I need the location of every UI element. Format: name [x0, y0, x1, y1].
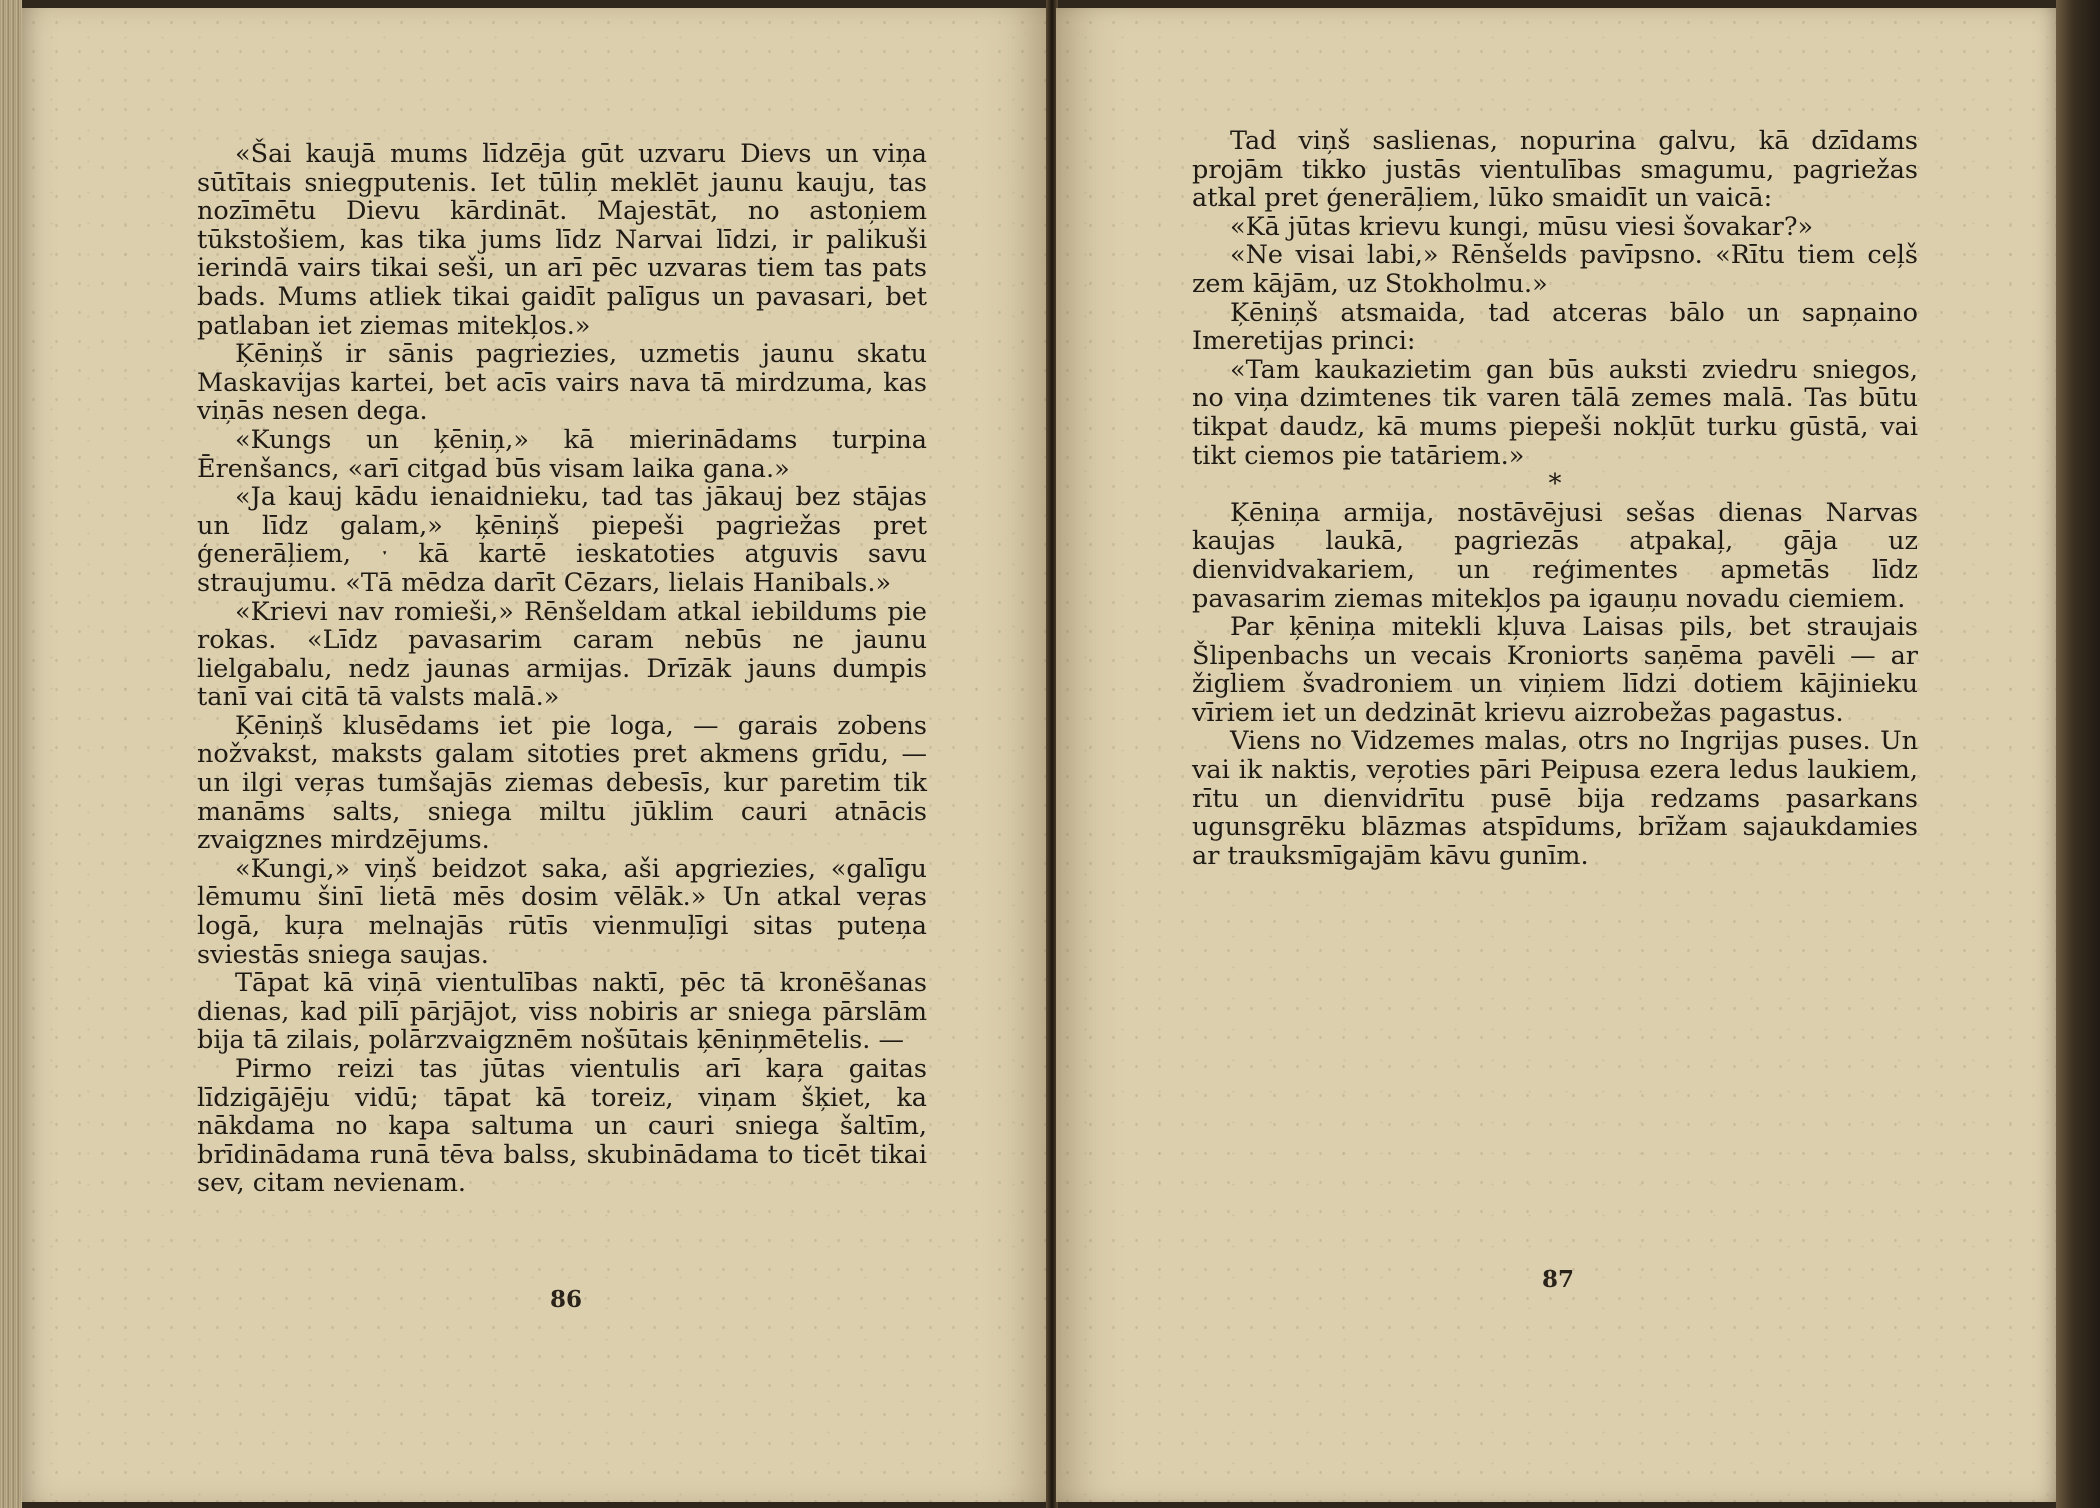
paragraph: «Kā jūtas krievu kungi, mūsu viesi šovakar?»: [1230, 211, 1814, 242]
paragraph: «Kungs un ķēniņ,» kā mierinādams turpina Ērenšancs, «arī citgad būs visam laika gana.»: [197, 424, 927, 484]
book-cover-edge-right: [2056, 0, 2100, 1508]
page-stack-edge-left: [0, 0, 22, 1508]
left-page-text: [197, 140, 927, 1198]
paragraph: Pirmo reizi tas jūtas vientulis arī kaŗa gaitas līdzigājēju vidū; tāpat kā toreiz, viņam šķiet, ka nākdama no kapa saltuma un cauri sniega šaltīm, brīdinādama runā tēva balss, skubinādama to ticēt tikai sev, citam nevienam.: [197, 1054, 927, 1199]
paragraph: «Kungi,» viņš beidzot saka, aši apgriezies, «galīgu lēmumu šinī lietā mēs dosim vēlāk.» Un atkal veŗas logā, kuŗa melnajās rūtīs vienmuļīgi sitas puteņa sviestās sniega saujas.: [197, 853, 927, 970]
paragraph: «Šai kaujā mums līdzēja gūt uzvaru Dievs un viņa sūtītais sniegputenis. Iet tūliņ meklēt jaunu kauju, tas nozīmētu Dievu kārdināt. Majestāt, no astoņiem tūkstošiem, kas tika jums līdz Narvai līdzi, ir palikuši ierindā vairs tikai seši, un arī pēc uzvaras tiem tas pats bads. Mums atliek tikai gaidīt palīgus un pavasari, bet patlaban iet ziemas mitekļos.»: [197, 139, 927, 341]
paragraph: Tāpat kā viņā vientulības naktī, pēc tā kronēšanas dienas, kad pilī pārjājot, viss nobiris ar sniega pārslām bija tā zilais, polārzvaigznēm nošūtais ķēniņmētelis. —: [197, 968, 927, 1056]
paragraph: Ķēniņš atsmaida, tad atceras bālo un sapņaino Imeretijas princi:: [1192, 297, 1918, 357]
paragraph: «Tam kaukazietim gan būs auksti zviedru sniegos, no viņa dzimtenes tik varen tālā zemes malā. Tas būtu tikpat daudz, kā mums piepeši nokļūt turku gūstā, vai tikt ciemos pie tatāriem.»: [1192, 354, 1918, 471]
paragraph: Viens no Vidzemes malas, otrs no Ingrijas puses. Un vai ik naktis, veŗoties pāri Peipusa ezera ledus laukiem, rītu un dienvidrītu pusē bija redzams pasarkans ugunsgrēku blāzmas atspīdums, brīžam sajaukdamies ar trauksmīgajām kāvu gunīm.: [1192, 726, 1918, 871]
paragraph: Ķēniņa armija, nostāvējusi sešas dienas Narvas kaujas laukā, pagriezās atpakaļ, gāja uz dienvidvakariem, un reģimentes apmetās līdz pavasarim ziemas mitekļos pa igauņu novadu ciemiem.: [1192, 497, 1918, 614]
paragraph: Tad viņš saslienas, nopurina galvu, kā dzīdams projām tikko justās vientulības smagumu, pagriežas atkal pret ģenerāļiem, lūko smaidīt un vaicā:: [1192, 126, 1918, 214]
right-page-text: [1192, 127, 1918, 870]
paragraph: Ķēniņš ir sānis pagriezies, uzmetis jaunu skatu Maskavijas kartei, bet acīs vairs nava tā mirdzuma, kas viņās nesen dega.: [197, 339, 927, 427]
section-separator: *: [1548, 469, 1562, 500]
paragraph: «Krievi nav romieši,» Rēnšeldam atkal iebildums pie rokas. «Līdz pavasarim caram nebūs ne jaunu lielgabalu, nedz jaunas armijas. Drīzāk jauns dumpis tanī vai citā tā valsts malā.»: [197, 596, 927, 713]
paragraph: «Ja kauj kādu ienaidnieku, tad tas jākauj bez stājas un līdz galam,» ķēniņš piepeši pagriežas pret ģenerāļiem, ˑ kā kartē ieskatoties atguvis savu straujumu. «Tā mēdza darīt Cēzars, lielais Hanibals.»: [197, 482, 927, 598]
paragraph: Par ķēniņa mitekli kļuva Laisas pils, bet straujais Šlipenbachs un vecais Kroniorts saņēma pavēli — ar žigliem švadroniem un viņiem līdzi dotiem kājinieku vīriem iet un dedzināt krievu aizrobežas pagastus.: [1192, 612, 1918, 728]
page-number-left: 86: [550, 1286, 583, 1313]
paragraph: Ķēniņš klusēdams iet pie loga, — garais zobens nožvakst, maksts galam sitoties pret akmens grīdu, — un ilgi veŗas tumšajās ziemas debesīs, kur paretim tik manāms salts, sniega miltu jūklim cauri atnācis zvaigznes mirdzējums.: [197, 710, 927, 856]
paragraph: «Ne visai labi,» Rēnšelds pavīpsno. «Rītu tiem ceļš zem kājām, uz Stokholmu.»: [1192, 240, 1918, 299]
page-number-right: 87: [1542, 1266, 1575, 1293]
